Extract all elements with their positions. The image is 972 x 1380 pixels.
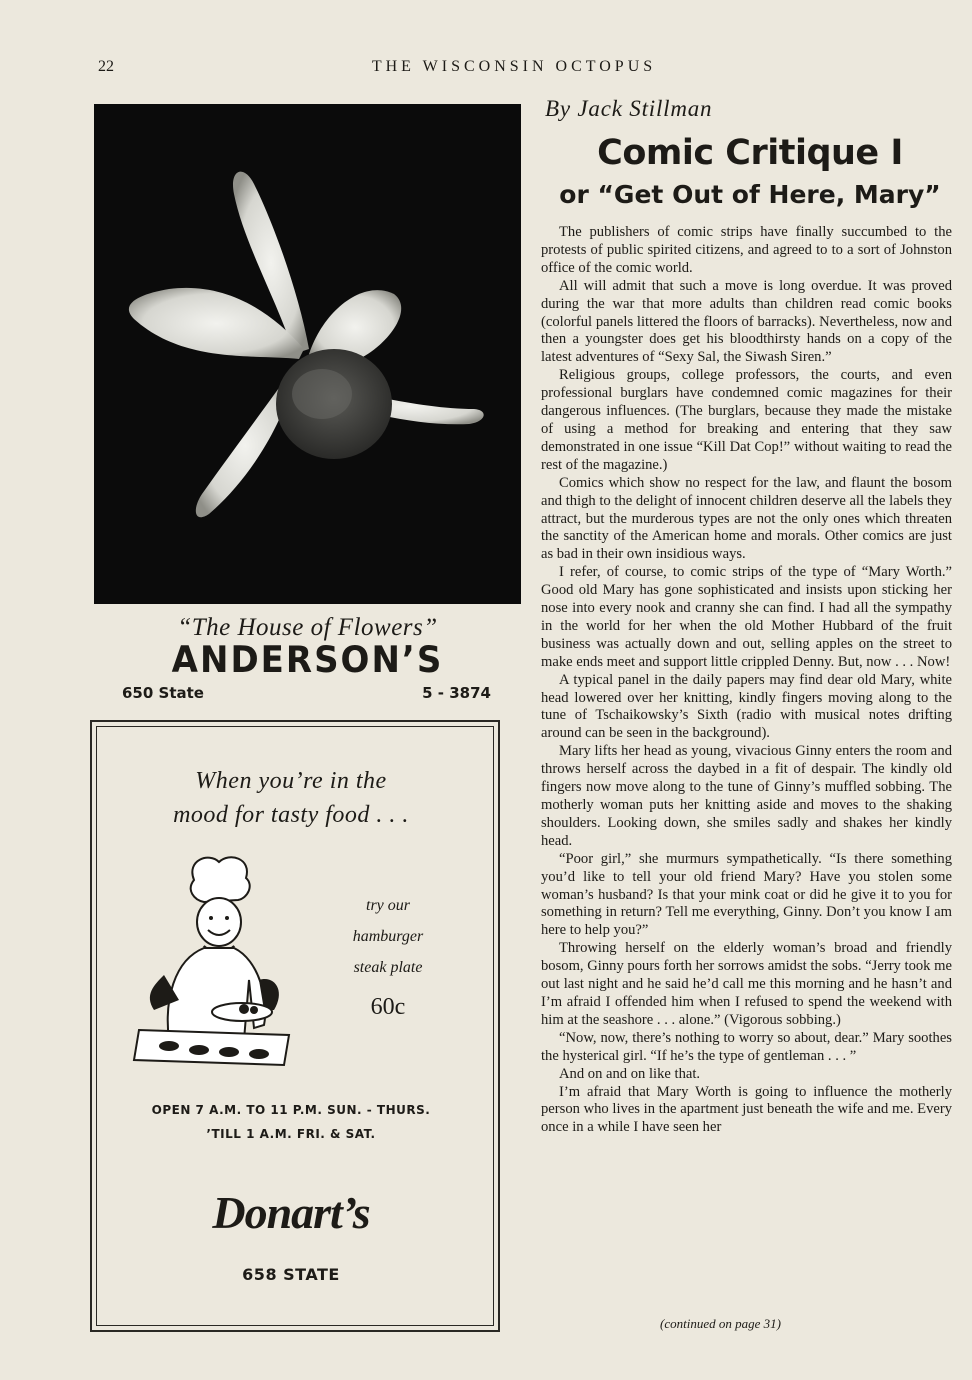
article-paragraph: “Now, now, there’s nothing to worry so about, dear.” Mary soothes the hysterical girl. “If he’s the type of gentleman . . . ”: [541, 1029, 952, 1064]
article-paragraph: Religious groups, college professors, the courts, and even professional burglars have condemned comic magazines for their dangerous influences. (The burglars, because they made the mistake of using a method for breaking and entering that they saw demonstrated in one issue “Kill Dat Cop!” without waiting to read the rest of the magazine.): [541, 367, 952, 473]
donarts-ad: [90, 720, 500, 1332]
donarts-address: 658 STATE: [242, 1265, 340, 1284]
orchid-photo: [94, 104, 521, 604]
andersons-slogan: “The House of Flowers”: [177, 614, 438, 641]
donarts-headline-line1: When you’re in the: [195, 768, 387, 794]
article-subtitle: or “Get Out of Here, Mary”: [559, 180, 941, 209]
article-paragraph: Throwing herself on the elderly woman’s broad and friendly bosom, Ginny pours forth her sorrows amidst the sobs. “Jerry took me out last night and he said he’d call me this morning and he hasn’t and I’m afraid I offended him when I refused to spend the weekend with him at the seashore . . . alone.” (Vigorous sobbing.): [541, 940, 952, 1028]
article-paragraph: I refer, of course, to comic strips of the type of “Mary Worth.” Good old Mary has gone sophisticated and insists upon sticking her nose into every nook and cranny she can find. I had all the sympathy in the world for her when the old Mother Hubbard of the fruit business was actually down and out, selling apples on the street to make ends meet and support little crippled Denny. But, now . . . Now!: [541, 564, 952, 670]
article-paragraph: Mary lifts her head as young, vivacious Ginny enters the room and throws herself across the daybed in a fit of despair. The kindly old fingers now move along to the tune of Ginny’s muffled sobbing. The motherly woman puts her knitting aside and moves to the shaking shoulders. Looking down, she smiles sadly and shakes her kindly head.: [541, 743, 952, 849]
article-paragraph: Comics which show no respect for the law, and flaunt the bosom and thigh to the delight of innocent children deserve all the labels they attract, but the murderous types are not the only ones which threaten the sanctity of the American home and morals. Other comics are just as bad in their own insidious ways.: [541, 474, 952, 563]
donarts-headline: [92, 764, 490, 832]
page-header: [0, 58, 972, 80]
donarts-logo: Donart’s: [212, 1187, 370, 1238]
donarts-hours-line2: ’TILL 1 A.M. FRI. & SAT.: [206, 1127, 376, 1141]
article-paragraph: A typical panel in the daily papers may find dear old Mary, white head lowered over her knitting, kindly fingers moving along to the tune of Tschaikowsky’s Sixth (radio with musical notes drifting around can be seen in the background).: [541, 671, 952, 742]
article-paragraph: And on and on like that.: [559, 1065, 701, 1082]
donarts-headline-line2: mood for tasty food . . .: [173, 802, 409, 828]
orchid-illustration: [94, 104, 521, 604]
continued-note: (continued on page 31): [660, 1316, 781, 1331]
article-paragraph: I’m afraid that Mary Worth is going to influence the motherly person who lives in the apartment just beneath the wife and me. Every once in a while I have seen her: [541, 1083, 952, 1136]
article-paragraph: “Poor girl,” she murmurs sympathetically. “Is there something you’d like to tell your old friend Mary? Have you stolen some woman’s husband? Is that your mink coat or did he give it to you for something in return? Tell me everything, Ginny. Don’t you know I am here to help you?”: [541, 850, 952, 939]
donarts-offer: [328, 890, 448, 983]
donarts-offer-line3: steak plate: [353, 959, 423, 976]
andersons-phone: 5 - 3874: [422, 684, 491, 702]
andersons-name: ANDERSON’S: [171, 638, 444, 682]
journal-title: THE WISCONSIN OCTOPUS: [371, 58, 657, 75]
donarts-offer-line1: try our: [366, 897, 410, 914]
article-paragraph: All will admit that such a move is long overdue. It was proved during the war that more adults than children read comic books (colorful panels littered the floors of barracks). Nevertheless, now and then a youngster does get his bloodthirsty hands on a copy of the latest adventures of “Sexy Sal, the Siwash Siren.”: [541, 277, 952, 366]
donarts-price: 60c: [370, 994, 406, 1020]
donarts-hours-line1: OPEN 7 A.M. TO 11 P.M. SUN. - THURS.: [151, 1103, 431, 1117]
chef-illustration: [124, 850, 294, 1070]
donarts-offer-line2: hamburger: [352, 928, 424, 945]
article-byline: By Jack Stillman: [545, 96, 713, 121]
article-title: Comic Critique I: [597, 133, 903, 173]
article-paragraph: The publishers of comic strips have finally succumbed to the protests of public spirited citizens, and agreed to to a sort of Johnston office of the comic world.: [541, 224, 952, 276]
page-number: 22: [98, 58, 114, 75]
donarts-hours: [92, 1098, 490, 1146]
article-body: [541, 224, 952, 1137]
andersons-ad: [94, 614, 521, 706]
andersons-address: 650 State: [122, 684, 204, 702]
